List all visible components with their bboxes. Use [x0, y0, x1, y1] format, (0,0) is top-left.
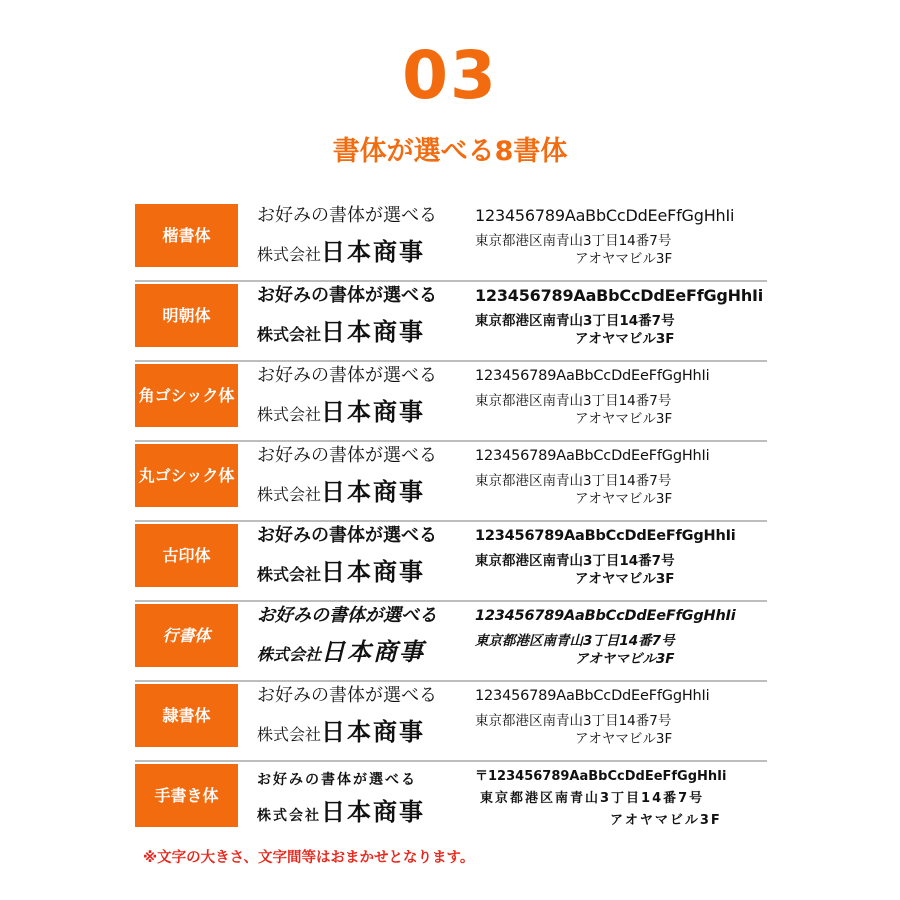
company-name: 日本商事 [321, 638, 426, 666]
sample-address: 東京都港区南青山3丁目14番7号 [475, 633, 675, 649]
company-prefix: 株式会社 [257, 645, 322, 664]
sample-address: 東京都港区南青山3丁目14番7号 [475, 313, 675, 329]
sample-building: アオヤマビル3F [575, 251, 673, 267]
company-name: 日本商事 [321, 798, 425, 826]
font-label: 手書き体 [135, 764, 238, 827]
sample-line1: お好みの書体が選べる [257, 525, 437, 546]
company-prefix: 株式会社 [257, 245, 322, 264]
company-name: 日本商事 [321, 558, 426, 586]
sample-alphanumeric: 123456789AaBbCcDdEeFfGgHhIi [475, 286, 764, 305]
font-sample-list [135, 202, 767, 842]
sample-address: 東京都港区南青山3丁目14番7号 [475, 473, 672, 489]
sample-line1: お好みの書体が選べる [257, 445, 437, 466]
company-name: 日本商事 [321, 478, 426, 506]
company-prefix: 株式会社 [257, 405, 322, 424]
company-prefix: 株式会社 [257, 725, 322, 744]
company-name: 日本商事 [321, 718, 426, 746]
sample-line1: お好みの書体が選べる [257, 772, 417, 788]
company-prefix: 株式会社 [257, 325, 322, 344]
company-name: 日本商事 [321, 318, 426, 346]
sample-alphanumeric: 123456789AaBbCcDdEeFfGgHhIi [475, 528, 736, 544]
company-name: 日本商事 [321, 398, 426, 426]
sample-company [257, 712, 425, 747]
company-name: 日本商事 [321, 238, 426, 266]
sample-company [257, 312, 425, 347]
sample-alphanumeric-with-postal [475, 766, 726, 788]
font-label: 古印体 [135, 524, 238, 587]
sample-building: アオヤマビル3F [575, 491, 673, 507]
font-row-kaku-gothic [135, 362, 767, 442]
sample-building: アオヤマビル3F [610, 813, 722, 828]
sample-line1: お好みの書体が選べる [257, 685, 437, 706]
sample-alphanumeric: 123456789AaBbCcDdEeFfGgHhIi [475, 368, 710, 384]
font-label: 行書体 [135, 604, 238, 667]
sample-address: 東京都港区南青山3丁目14番7号 [475, 553, 675, 569]
sample-line1: お好みの書体が選べる [257, 205, 437, 226]
sample-building: アオヤマビル3F [575, 651, 675, 667]
sample-building: アオヤマビル3F [575, 331, 675, 347]
sample-address: 東京都港区南青山3丁目14番7号 [480, 791, 705, 806]
font-row-reisho [135, 682, 767, 762]
sample-building: アオヤマビル3F [575, 411, 673, 427]
sample-alphanumeric: 123456789AaBbCcDdEeFfGgHhIi [475, 688, 710, 704]
sample-line1: お好みの書体が選べる [257, 605, 437, 626]
sample-alphanumeric: 123456789AaBbCcDdEeFfGgHhIi [488, 769, 727, 784]
font-row-kaisho [135, 202, 767, 282]
section-number: 03 [402, 37, 498, 114]
sample-building: アオヤマビル3F [575, 571, 675, 587]
font-row-maru-gothic [135, 442, 767, 522]
font-label: 隷書体 [135, 684, 238, 747]
sample-alphanumeric: 123456789AaBbCcDdEeFfGgHhIi [475, 608, 736, 624]
font-row-koin [135, 522, 767, 602]
section-title: 書体が選べる8書体 [332, 136, 568, 167]
font-label: 楷書体 [135, 204, 238, 267]
postal-mark: 〒 [475, 769, 489, 784]
sample-building: アオヤマビル3F [575, 731, 673, 747]
font-label: 角ゴシック体 [135, 364, 238, 427]
sample-company [257, 232, 425, 267]
sample-company [257, 552, 425, 587]
sample-company [257, 392, 425, 427]
company-prefix: 株式会社 [257, 565, 322, 584]
font-row-mincho [135, 282, 767, 362]
sample-company [257, 632, 425, 667]
sample-company [257, 792, 425, 827]
company-prefix: 株式会社 [257, 808, 321, 824]
sample-company [257, 472, 425, 507]
disclaimer-note: ※文字の大きさ、文字間等はおまかせとなります。 [143, 850, 475, 866]
sample-line1: お好みの書体が選べる [257, 285, 437, 306]
font-row-tegaki [135, 762, 767, 842]
sample-address: 東京都港区南青山3丁目14番7号 [475, 713, 672, 729]
font-row-gyosho [135, 602, 767, 682]
sample-address: 東京都港区南青山3丁目14番7号 [475, 393, 672, 409]
sample-alphanumeric: 123456789AaBbCcDdEeFfGgHhIi [475, 206, 735, 225]
sample-line1: お好みの書体が選べる [257, 365, 437, 386]
font-label: 丸ゴシック体 [135, 444, 238, 507]
font-label: 明朝体 [135, 284, 238, 347]
sample-alphanumeric: 123456789AaBbCcDdEeFfGgHhIi [475, 448, 710, 464]
sample-address: 東京都港区南青山3丁目14番7号 [475, 233, 672, 249]
company-prefix: 株式会社 [257, 485, 322, 504]
